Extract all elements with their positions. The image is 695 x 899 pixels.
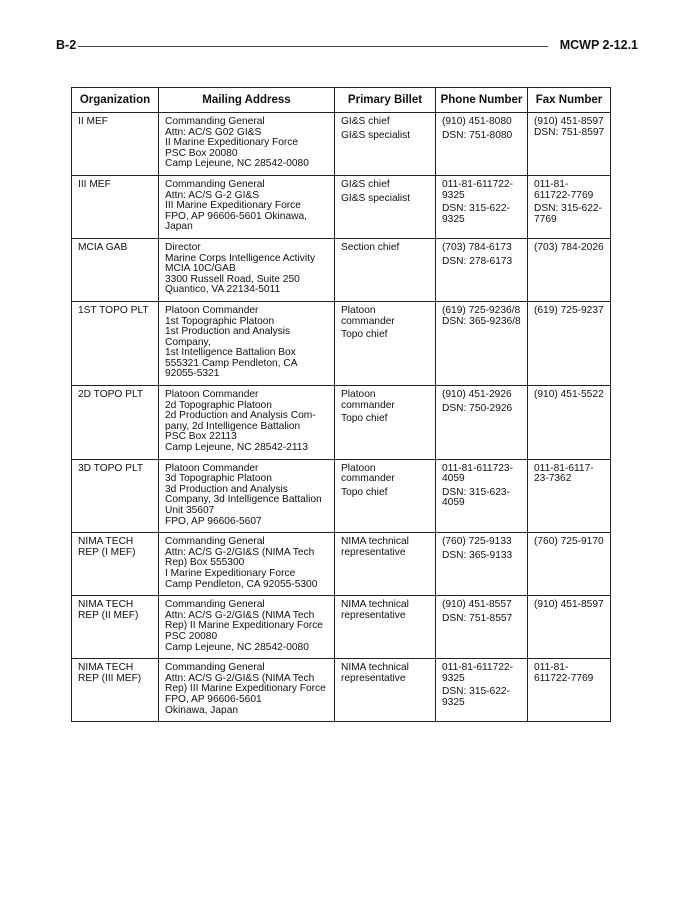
primary-billet-cell	[335, 113, 436, 176]
column-header-organization: Organization	[72, 88, 159, 113]
phone-number-cell-text: 011-81-611723- 4059	[442, 462, 513, 485]
phone-number-cell-text: (760) 725-9133	[442, 536, 512, 548]
organization-cell	[72, 238, 159, 301]
fax-number-cell	[528, 533, 611, 596]
organization-cell-text: 2D TOPO PLT	[78, 389, 144, 401]
page-header	[56, 38, 638, 58]
mailing-address-cell	[159, 533, 335, 596]
fax-number-cell-text: (619) 725-9237	[534, 304, 604, 316]
primary-billet-cell-text: Topo chief	[341, 486, 388, 498]
organization-cell-text: NIMA TECH REP (III MEF)	[78, 662, 142, 684]
page-number: B-2	[56, 38, 77, 52]
primary-billet-cell-text: Topo chief	[341, 413, 388, 425]
phone-number-cell-text: DSN: 315-622- 9325	[442, 203, 510, 225]
phone-number-cell	[436, 659, 528, 722]
phone-number-cell	[436, 596, 528, 659]
publication-id: MCWP 2-12.1	[559, 38, 638, 52]
primary-billet-cell-text: GI&S specialist	[341, 129, 411, 141]
column-header-mailing-address: Mailing Address	[159, 88, 335, 113]
contact-directory-table	[71, 87, 611, 722]
organization-cell	[72, 596, 159, 659]
fax-number-cell-text: 011-81- 611722-7769	[534, 662, 594, 684]
primary-billet-cell-text: Topo chief	[341, 329, 388, 341]
column-header-fax-number: Fax Number	[528, 88, 611, 113]
fax-number-cell	[528, 459, 611, 533]
fax-number-cell	[528, 238, 611, 301]
phone-number-cell	[436, 113, 528, 176]
table-row	[72, 386, 611, 460]
mailing-address-cell-text: Platoon Commander 3d Topographic Platoon 3d Production and Analysis Company, 3d Intelligence Battalion Unit 35607 FPO, AP 96606-5607	[165, 462, 322, 527]
fax-number-cell	[528, 301, 611, 385]
fax-number-cell	[528, 386, 611, 460]
table-row	[72, 459, 611, 533]
primary-billet-cell-text: GI&S chief	[341, 116, 390, 127]
primary-billet-cell-text: Platoon commander	[341, 389, 395, 411]
fax-number-cell	[528, 659, 611, 722]
organization-cell-text: 3D TOPO PLT	[78, 462, 144, 474]
organization-cell	[72, 175, 159, 238]
phone-number-cell-text: DSN: 751-8080	[442, 129, 513, 141]
fax-number-cell-text: (910) 451-5522	[534, 389, 604, 401]
phone-number-cell-text: DSN: 315-623- 4059	[442, 486, 510, 509]
primary-billet-cell	[335, 386, 436, 460]
mailing-address-cell-text: Commanding General Attn: AC/S G-2/GI&S (NIMA Tech Rep) II Marine Expeditionary Force PSC 20080 Camp Lejeune, NC 28542-0080	[165, 599, 323, 653]
table-row	[72, 175, 611, 238]
table-row	[72, 238, 611, 301]
table-row	[72, 596, 611, 659]
mailing-address-cell	[159, 175, 335, 238]
fax-number-cell-text: (760) 725-9170	[534, 536, 604, 548]
primary-billet-cell-text: GI&S specialist	[341, 192, 411, 204]
fax-number-cell-text: DSN: 315-622- 7769	[534, 203, 602, 225]
header-rule	[78, 46, 548, 47]
phone-number-cell-text: DSN: 365-9133	[442, 549, 513, 561]
primary-billet-cell-text: Section chief	[341, 241, 400, 253]
organization-cell	[72, 533, 159, 596]
organization-cell-text: III MEF	[78, 178, 111, 190]
primary-billet-cell-text: NIMA technical representative	[341, 536, 409, 558]
fax-number-cell-text: (703) 784-2026	[534, 241, 604, 253]
phone-number-cell	[436, 386, 528, 460]
mailing-address-cell-text: Commanding General Attn: AC/S G-2 GI&S III Marine Expeditionary Force FPO, AP 96606-5601 Okinawa, Japan	[165, 178, 307, 233]
mailing-address-cell-text: Director Marine Corps Intelligence Activity MCIA 10C/GAB 3300 Russell Road, Suite 250 Quantico, VA 22134-5011	[165, 241, 316, 296]
phone-number-cell-text: DSN: 750-2926	[442, 402, 513, 414]
phone-number-cell-text: (703) 784-6173	[442, 241, 512, 253]
organization-cell	[72, 659, 159, 722]
mailing-address-cell	[159, 113, 335, 176]
phone-number-cell-text: (910) 451-8557	[442, 599, 512, 611]
mailing-address-cell	[159, 386, 335, 460]
fax-number-cell-text: 011-81- 611722-7769	[534, 178, 594, 201]
organization-cell	[72, 386, 159, 460]
primary-billet-cell	[335, 459, 436, 533]
phone-number-cell	[436, 238, 528, 301]
mailing-address-cell-text: Commanding General Attn: AC/S G-2/GI&S (NIMA Tech Rep) III Marine Expeditionary Force FPO, AP 96606-5601 Okinawa, Japan	[165, 662, 326, 716]
phone-number-cell-text: (619) 725-9236/8 DSN: 365-9236/8	[442, 304, 521, 327]
organization-cell-text: II MEF	[78, 116, 108, 127]
mailing-address-cell-text: Platoon Commander 2d Topographic Platoon 2d Production and Analysis Com- pany, 2d Intelligence Battalion PSC Box 22113 Camp Lejeune, NC 28542-2113	[165, 389, 316, 454]
table-body	[72, 113, 611, 722]
phone-number-cell-text: 011-81-611722- 9325	[442, 178, 513, 201]
phone-number-cell-text: (910) 451-8080	[442, 116, 512, 127]
organization-cell-text: NIMA TECH REP (II MEF)	[78, 599, 139, 621]
table-row	[72, 113, 611, 176]
organization-cell-text: NIMA TECH REP (I MEF)	[78, 536, 136, 558]
primary-billet-cell-text: NIMA technical representative	[341, 662, 409, 684]
primary-billet-cell-text: Platoon commander	[341, 462, 395, 485]
mailing-address-cell	[159, 238, 335, 301]
primary-billet-cell	[335, 659, 436, 722]
phone-number-cell	[436, 533, 528, 596]
phone-number-cell	[436, 301, 528, 385]
fax-number-cell-text: 011-81-6117- 23-7362	[534, 462, 594, 485]
table-row	[72, 301, 611, 385]
phone-number-cell-text: DSN: 751-8557	[442, 612, 513, 624]
primary-billet-cell-text: GI&S chief	[341, 178, 390, 190]
column-header-primary-billet: Primary Billet	[335, 88, 436, 113]
table-row	[72, 533, 611, 596]
primary-billet-cell	[335, 533, 436, 596]
organization-cell	[72, 459, 159, 533]
fax-number-cell-text: (910) 451-8597	[534, 599, 604, 611]
phone-number-cell	[436, 459, 528, 533]
mailing-address-cell-text: Platoon Commander 1st Topographic Platoon 1st Production and Analysis Company, 1st Intelligence Battalion Box 555321 Camp Pendleton, CA 92055-5321	[165, 304, 298, 380]
fax-number-cell	[528, 596, 611, 659]
primary-billet-cell	[335, 175, 436, 238]
table-header-row	[72, 88, 611, 113]
primary-billet-cell	[335, 301, 436, 385]
phone-number-cell-text: 011-81-611722- 9325	[442, 662, 513, 684]
organization-cell	[72, 301, 159, 385]
primary-billet-cell-text: Platoon commander	[341, 304, 395, 327]
column-header-phone-number: Phone Number	[436, 88, 528, 113]
primary-billet-cell	[335, 238, 436, 301]
mailing-address-cell	[159, 459, 335, 533]
mailing-address-cell	[159, 596, 335, 659]
organization-cell	[72, 113, 159, 176]
primary-billet-cell-text: NIMA technical representative	[341, 599, 409, 621]
mailing-address-cell	[159, 301, 335, 385]
phone-number-cell-text: DSN: 315-622- 9325	[442, 686, 510, 708]
phone-number-cell-text: DSN: 278-6173	[442, 255, 513, 267]
fax-number-cell-text: (910) 451-8597 DSN: 751-8597	[534, 116, 605, 138]
fax-number-cell	[528, 113, 611, 176]
primary-billet-cell	[335, 596, 436, 659]
table-row	[72, 659, 611, 722]
mailing-address-cell-text: Commanding General Attn: AC/S G02 GI&S II Marine Expeditionary Force PSC Box 20080 Camp Lejeune, NC 28542-0080	[165, 116, 309, 170]
organization-cell-text: MCIA GAB	[78, 241, 128, 253]
phone-number-cell-text: (910) 451-2926	[442, 389, 512, 401]
organization-cell-text: 1ST TOPO PLT	[78, 304, 149, 316]
phone-number-cell	[436, 175, 528, 238]
mailing-address-cell-text: Commanding General Attn: AC/S G-2/GI&S (NIMA Tech Rep) Box 555300 I Marine Expeditionary Force Camp Pendleton, CA 92055-5300	[165, 536, 318, 590]
fax-number-cell	[528, 175, 611, 238]
mailing-address-cell	[159, 659, 335, 722]
